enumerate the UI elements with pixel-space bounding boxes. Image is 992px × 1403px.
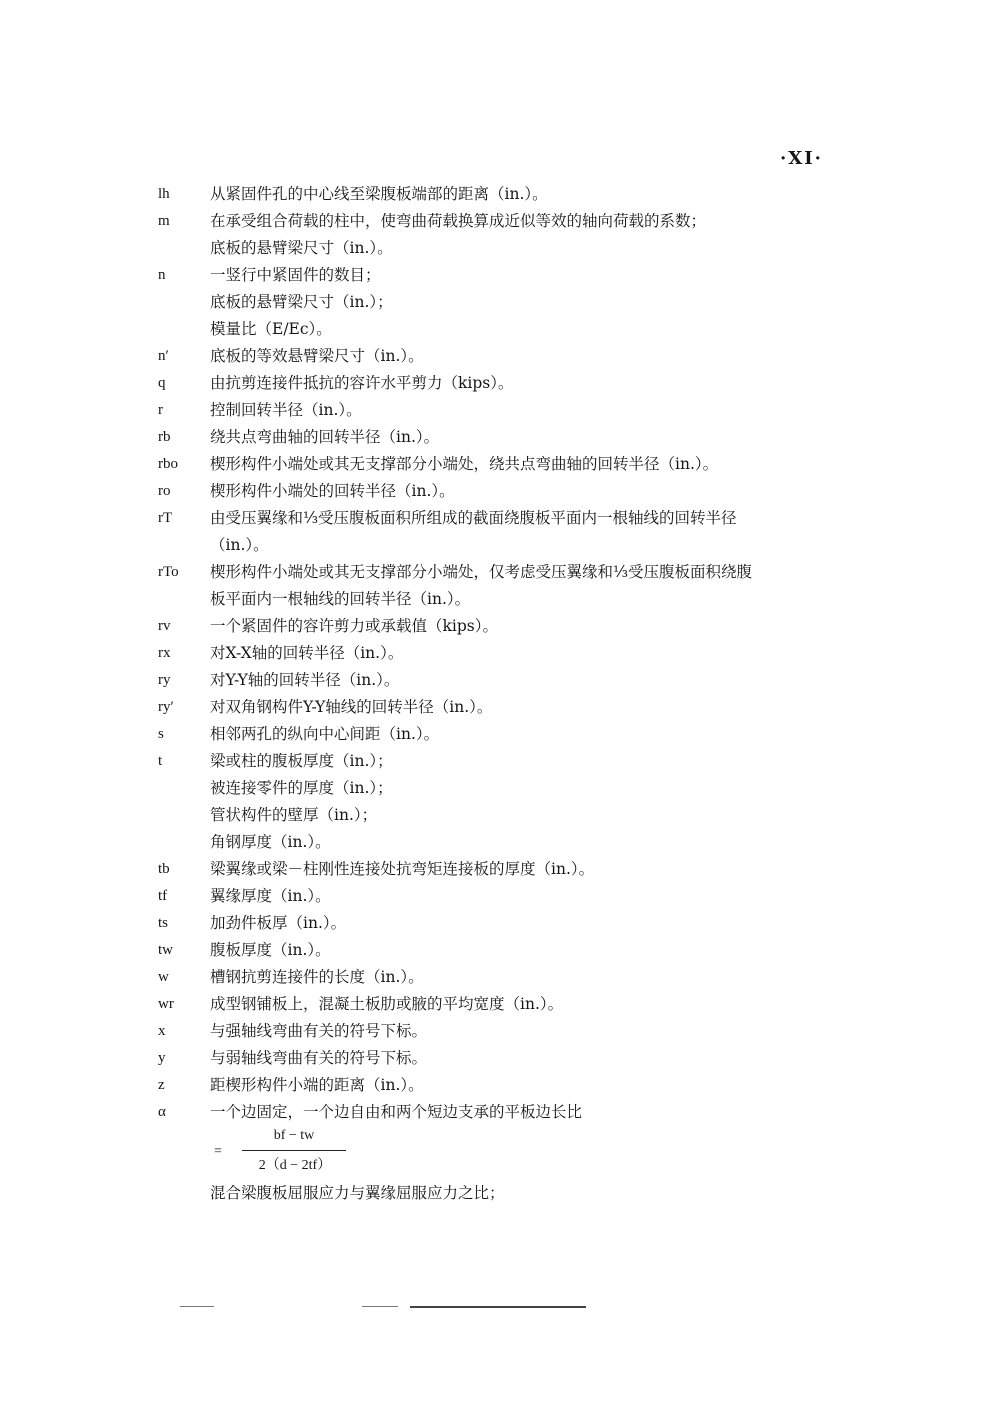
description-line: 楔形构件小端处或其无支撑部分小端处，绕共点弯曲轴的回转半径（in.）。 — [210, 455, 719, 473]
symbol-entry — [0, 883, 992, 910]
symbol-entry — [0, 694, 992, 721]
symbol: s — [158, 726, 164, 742]
symbol-entry — [0, 559, 992, 613]
symbol-entry — [0, 451, 992, 478]
symbol-entry — [0, 667, 992, 694]
description-line: 角钢厚度（in.）。 — [210, 833, 331, 851]
symbol: tw — [158, 942, 173, 958]
page-number: ·XI· — [780, 148, 823, 169]
symbol-entry — [0, 937, 992, 964]
scan-mark — [362, 1306, 398, 1307]
symbol-description — [210, 451, 870, 478]
symbol: w — [158, 969, 169, 985]
symbol-entry — [0, 640, 992, 667]
alpha-formula — [214, 1126, 354, 1180]
description-line: 绕共点弯曲轴的回转半径（in.）。 — [210, 428, 440, 446]
description-line: 被连接零件的厚度（in.）； — [210, 779, 393, 797]
symbol-description — [210, 640, 870, 667]
symbol: ry — [158, 672, 171, 688]
symbol-entry — [0, 1018, 992, 1045]
symbol: rTo — [158, 564, 179, 580]
description-line: 控制回转半径（in.）。 — [210, 401, 362, 419]
symbol-description — [210, 262, 870, 343]
description-line: 槽钢抗剪连接件的长度（in.）。 — [210, 968, 424, 986]
symbol-description — [210, 694, 870, 721]
description-line: （in.）。 — [210, 536, 269, 554]
symbol-description — [210, 424, 870, 451]
description-line: 与弱轴线弯曲有关的符号下标。 — [210, 1049, 428, 1067]
symbol-description — [210, 559, 870, 613]
symbol: tf — [158, 888, 168, 904]
symbol-description — [210, 856, 870, 883]
symbol-entry — [0, 208, 992, 262]
scan-mark — [410, 1306, 586, 1308]
symbol: tb — [158, 861, 170, 877]
description-line: 加劲件板厚（in.）。 — [210, 914, 347, 932]
description-line: 相邻两孔的纵向中心间距（in.）。 — [210, 725, 440, 743]
symbol-entry — [0, 964, 992, 991]
description-line: 模量比（E/Ec）。 — [210, 320, 332, 338]
symbol-entry — [0, 1072, 992, 1099]
symbol-description — [210, 478, 870, 505]
symbol-entry — [0, 397, 992, 424]
symbol: n′ — [158, 348, 169, 364]
description-line: 楔形构件小端处的回转半径（in.）。 — [210, 482, 455, 500]
symbol-entry — [0, 505, 992, 559]
symbol-description — [210, 964, 870, 991]
symbol: α — [158, 1104, 166, 1120]
symbol-description — [210, 937, 870, 964]
description-line: 底板的悬臂梁尺寸（in.）； — [210, 293, 393, 311]
description-line: 在承受组合荷载的柱中，使弯曲荷载换算成近似等效的轴向荷载的系数； — [210, 212, 707, 230]
symbol-entry — [0, 748, 992, 856]
symbol-description — [210, 505, 870, 559]
description-line: 一竖行中紧固件的数目； — [210, 266, 381, 284]
description-line: 成型钢铺板上，混凝土板肋或腋的平均宽度（in.）。 — [210, 995, 564, 1013]
symbol-entry — [0, 613, 992, 640]
description-line: 一个紧固件的容许剪力或承载值（kips）。 — [210, 617, 498, 635]
symbol-description — [210, 343, 870, 370]
symbol: rbo — [158, 456, 178, 472]
symbol-description — [210, 883, 870, 910]
description-line: 与强轴线弯曲有关的符号下标。 — [210, 1022, 428, 1040]
description-line: 梁或柱的腹板厚度（in.）； — [210, 752, 393, 770]
description-line: 从紧固件孔的中心线至梁腹板端部的距离（in.）。 — [210, 185, 548, 203]
fraction-bar — [242, 1150, 346, 1151]
symbol: r — [158, 402, 163, 418]
formula-numerator: bf − tw — [273, 1128, 315, 1143]
symbol: x — [158, 1023, 166, 1039]
symbol-description — [210, 613, 870, 640]
description-line: 由抗剪连接件抵抗的容许水平剪力（kips）。 — [210, 374, 514, 392]
symbol-entry — [0, 1045, 992, 1072]
description-line: 梁翼缘或梁－柱刚性连接处抗弯矩连接板的厚度（in.）。 — [210, 860, 595, 878]
formula-denominator: 2（d − 2tf） — [258, 1158, 332, 1173]
symbol-description — [210, 748, 870, 856]
description-line: 对双角钢构件Y-Y轴线的回转半径（in.）。 — [210, 698, 493, 716]
description-line: 对X-X轴的回转半径（in.）。 — [210, 644, 404, 662]
symbol-description — [210, 721, 870, 748]
symbol-entry — [0, 1099, 992, 1126]
description-line: 距楔形构件小端的距离（in.）。 — [210, 1076, 424, 1094]
symbol: ts — [158, 915, 169, 931]
symbol-description — [210, 208, 870, 262]
symbol: rv — [158, 618, 171, 634]
description-line: 腹板厚度（in.）。 — [210, 941, 331, 959]
symbol-entry — [0, 181, 992, 208]
symbol: z — [158, 1077, 165, 1093]
symbol-entry — [0, 910, 992, 937]
description-line: 底板的悬臂梁尺寸（in.）。 — [210, 239, 393, 257]
symbol-description — [210, 1045, 870, 1072]
symbol-entry — [0, 262, 992, 343]
symbol-description — [210, 1099, 870, 1126]
symbol-description — [210, 181, 870, 208]
alpha-second-definition: 混合梁腹板屈服应力与翼缘屈服应力之比； — [210, 1184, 505, 1202]
symbol: q — [158, 375, 166, 391]
symbol-entry — [0, 424, 992, 451]
symbol-entry — [0, 343, 992, 370]
description-line: 底板的等效悬臂梁尺寸（in.）。 — [210, 347, 424, 365]
description-line: 翼缘厚度（in.）。 — [210, 887, 331, 905]
symbol: t — [158, 753, 163, 769]
formula-equals: = — [214, 1144, 222, 1159]
symbol-list — [0, 181, 992, 1207]
symbol-description — [210, 910, 870, 937]
symbol: rb — [158, 429, 171, 445]
symbol: y — [158, 1050, 166, 1066]
symbol-description — [210, 1072, 870, 1099]
description-line: 一个边固定，一个边自由和两个短边支承的平板边长比 — [210, 1103, 583, 1121]
symbol-description — [210, 370, 870, 397]
symbol-entry — [0, 370, 992, 397]
description-line: 板平面内一根轴线的回转半径（in.）。 — [210, 590, 471, 608]
scan-mark — [180, 1306, 214, 1307]
description-line: 楔形构件小端处或其无支撑部分小端处，仅考虑受压翼缘和⅓受压腹板面积绕腹 — [210, 563, 753, 581]
symbol-description — [210, 1018, 870, 1045]
symbol: m — [158, 213, 170, 229]
symbol: lh — [158, 186, 170, 202]
symbol-entry — [0, 721, 992, 748]
description-line: 对Y-Y轴的回转半径（in.）。 — [210, 671, 400, 689]
symbol: wr — [158, 996, 174, 1012]
symbol: ro — [158, 483, 171, 499]
symbol: rx — [158, 645, 171, 661]
symbol-entry — [0, 478, 992, 505]
symbol: n — [158, 267, 166, 283]
symbol-description — [210, 397, 870, 424]
symbol-entry — [0, 991, 992, 1018]
symbol-description — [210, 991, 870, 1018]
description-line: 由受压翼缘和⅓受压腹板面积所组成的截面绕腹板平面内一根轴线的回转半径 — [210, 509, 737, 527]
description-line: 管状构件的壁厚（in.）； — [210, 806, 378, 824]
symbol-entry — [0, 856, 992, 883]
symbol: ry′ — [158, 699, 174, 715]
symbol-description — [210, 667, 870, 694]
symbol: rT — [158, 510, 173, 526]
